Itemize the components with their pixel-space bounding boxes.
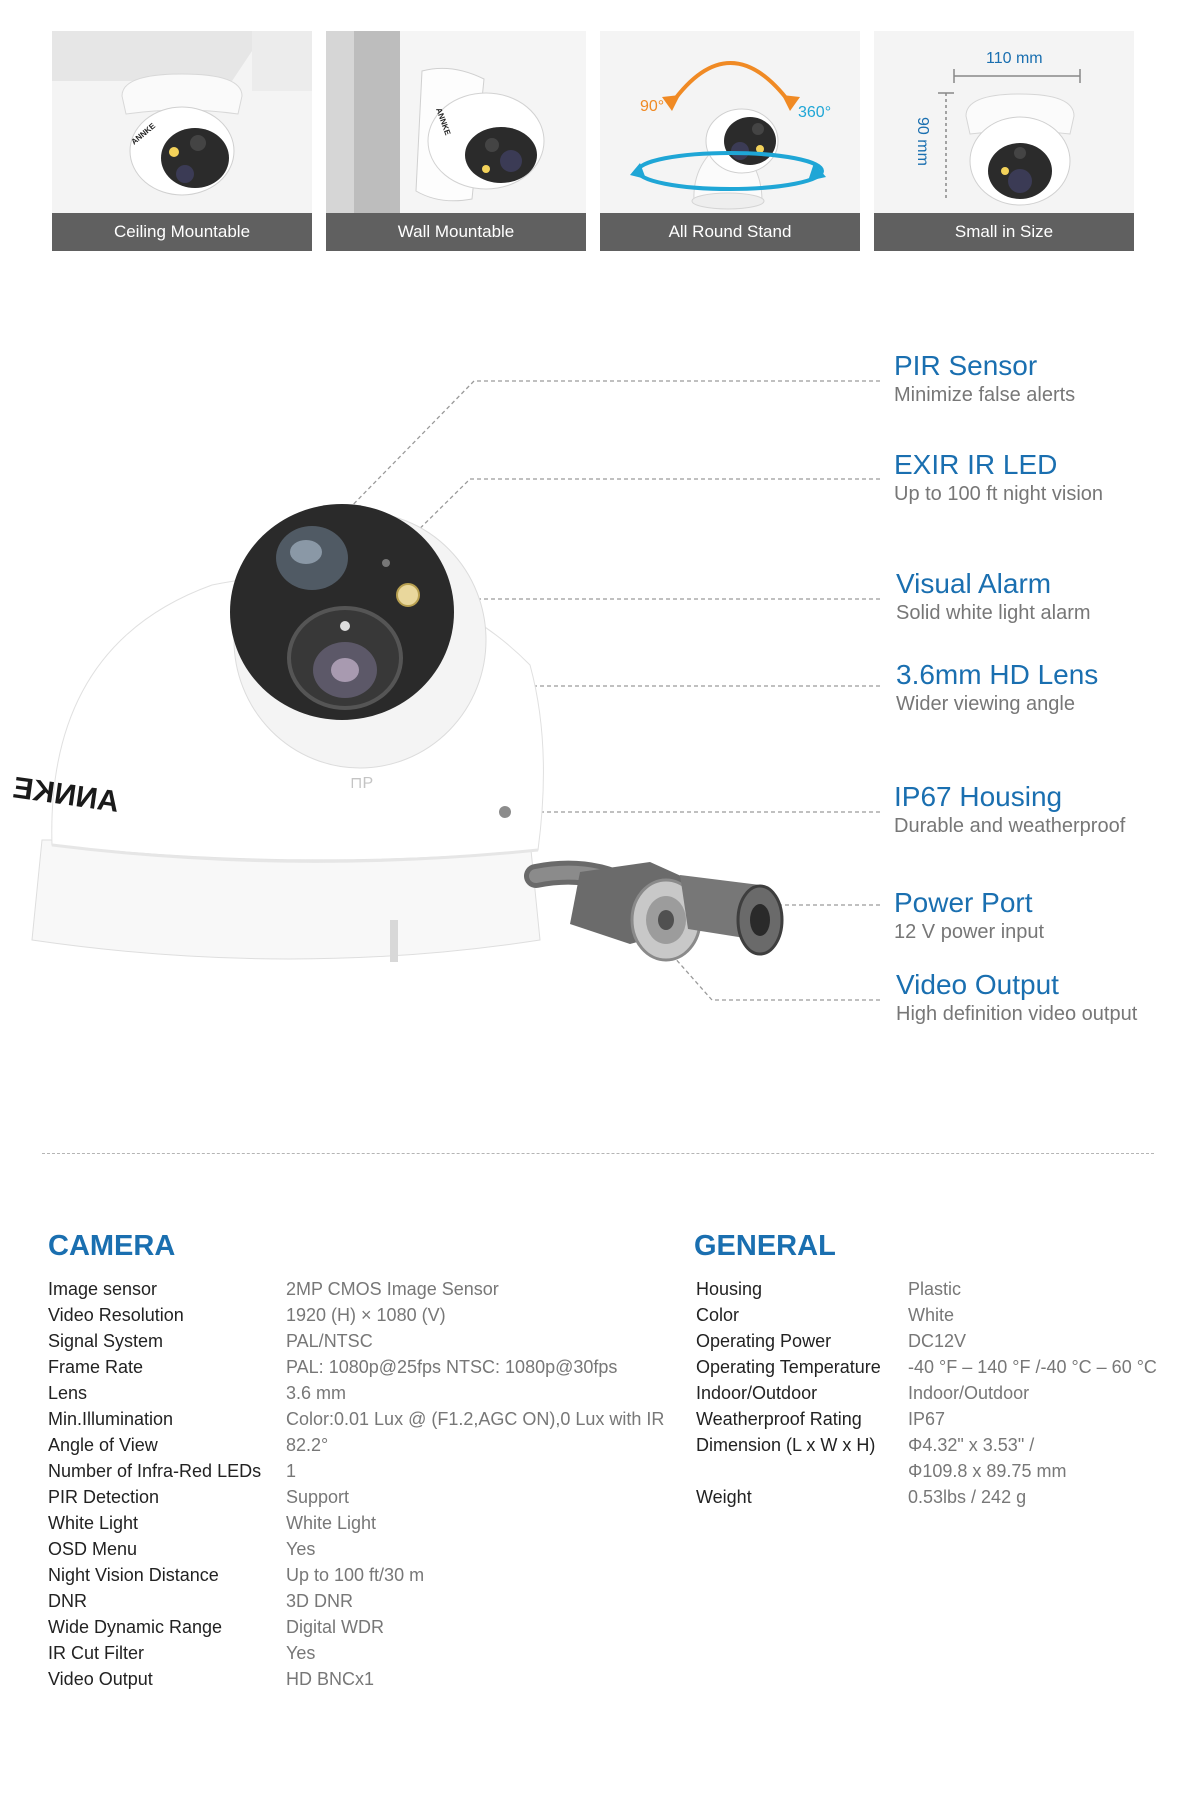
spec-key: Night Vision Distance — [48, 1565, 219, 1585]
callout-desc: 12 V power input — [894, 921, 1045, 943]
spec-value: Yes — [286, 1643, 316, 1663]
spec-value: Up to 100 ft/30 m — [286, 1565, 425, 1585]
spec-value: 82.2° — [286, 1435, 329, 1455]
spec-value: Color:0.01 Lux @ (F1.2,AGC ON),0 Lux with IR — [286, 1409, 665, 1429]
spec-value: 2MP CMOS Image Sensor — [286, 1279, 499, 1299]
spec-value: Digital WDR — [286, 1617, 385, 1637]
spec-row — [48, 1640, 664, 1666]
general-spec-table — [696, 1276, 1157, 1510]
spec-key: Frame Rate — [48, 1357, 144, 1377]
spec-row — [48, 1562, 664, 1588]
spec-key: Angle of View — [48, 1435, 158, 1455]
spec-key: Dimension (L x W x H) — [696, 1435, 876, 1455]
spec-key: Min.Illumination — [48, 1409, 174, 1429]
spec-key: Video Output — [48, 1669, 153, 1689]
camera-spec-table — [48, 1276, 664, 1692]
spec-row — [696, 1354, 1157, 1380]
spec-value: White — [908, 1305, 955, 1325]
spec-key — [696, 1458, 908, 1484]
spec-value: Yes — [286, 1539, 316, 1559]
callout-desc: Minimize false alerts — [894, 384, 1076, 406]
pan-angle-label: 360° — [798, 104, 832, 121]
spec-key: IR Cut Filter — [48, 1643, 145, 1663]
spec-value: Support — [286, 1487, 350, 1507]
callout-desc: High definition video output — [896, 1003, 1138, 1025]
spec-row — [696, 1328, 1157, 1354]
spec-row — [48, 1458, 664, 1484]
callout-desc: Wider viewing angle — [896, 693, 1075, 715]
feature-label: Small in Size — [874, 213, 1134, 251]
spec-key: Operating Power — [696, 1331, 832, 1351]
spec-row — [48, 1536, 664, 1562]
spec-key: Housing — [696, 1279, 763, 1299]
spec-row — [696, 1380, 1157, 1406]
spec-value: 3D DNR — [286, 1591, 354, 1611]
callout-hd-lens — [896, 659, 1098, 717]
callout-title: 3.6mm HD Lens — [896, 659, 1099, 690]
feature-tile-size — [874, 31, 1134, 251]
callout-desc: Solid white light alarm — [896, 602, 1091, 624]
callout-ip67-housing — [894, 781, 1125, 839]
spec-key: Wide Dynamic Range — [48, 1617, 223, 1637]
feature-tile-wall — [326, 31, 586, 251]
callout-title: Video Output — [896, 969, 1059, 1000]
feature-label: Ceiling Mountable — [52, 213, 312, 251]
spec-key: Number of Infra-Red LEDs — [48, 1461, 262, 1481]
housing-screw-icon — [499, 806, 511, 818]
spec-row — [696, 1484, 1157, 1510]
feature-tile-stand — [600, 31, 860, 251]
spec-row — [696, 1302, 1157, 1328]
spec-row — [48, 1380, 664, 1406]
callout-video-output — [896, 969, 1137, 1027]
spec-row — [48, 1276, 664, 1302]
spec-row — [48, 1328, 664, 1354]
spec-row — [696, 1406, 1157, 1432]
callout-visual-alarm — [896, 568, 1091, 626]
spec-row — [48, 1510, 664, 1536]
spec-value: -40 °F – 140 °F /-40 °C – 60 °C — [908, 1357, 1157, 1377]
spec-value: 1920 (H) × 1080 (V) — [286, 1305, 446, 1325]
spec-key: Weatherproof Rating — [696, 1409, 862, 1429]
section-divider — [42, 1153, 1154, 1154]
spec-value: Indoor/Outdoor — [908, 1383, 1030, 1403]
callout-exir-led — [894, 449, 1103, 507]
height-dimension: 90 mm — [914, 117, 931, 166]
callout-desc: Up to 100 ft night vision — [894, 483, 1104, 505]
spec-row — [48, 1406, 664, 1432]
spec-key: Signal System — [48, 1331, 164, 1351]
spec-row — [48, 1666, 664, 1692]
spec-value: PAL: 1080p@25fps NTSC: 1080p@30fps — [286, 1357, 618, 1377]
spec-value: DC12V — [908, 1331, 967, 1351]
spec-value: PAL/NTSC — [286, 1331, 373, 1351]
spec-key: Image sensor — [48, 1279, 158, 1299]
spec-key: OSD Menu — [48, 1539, 138, 1559]
spec-value: Plastic — [908, 1279, 962, 1299]
camera-section-title: CAMERA — [48, 1230, 176, 1262]
callout-power-port — [894, 887, 1044, 945]
spec-value: HD BNCx1 — [286, 1669, 375, 1689]
tilt-angle-label: 90° — [640, 98, 665, 115]
general-section-title: GENERAL — [694, 1230, 836, 1262]
spec-row — [48, 1354, 664, 1380]
width-dimension: 110 mm — [986, 50, 1043, 67]
spec-value: 0.53lbs / 242 g — [908, 1487, 1027, 1507]
brand-logo: ANNKE — [10, 771, 122, 819]
spec-value: White Light — [286, 1513, 377, 1533]
spec-row — [48, 1302, 664, 1328]
spec-row — [48, 1432, 664, 1458]
spec-key: Operating Temperature — [696, 1357, 881, 1377]
spec-key: Color — [696, 1305, 740, 1325]
brand-logo: ANNKE — [129, 121, 158, 147]
spec-key: DNR — [48, 1591, 87, 1611]
callout-title: PIR Sensor — [894, 350, 1038, 381]
callout-title: Visual Alarm — [896, 568, 1052, 599]
spec-row — [48, 1614, 664, 1640]
spec-row — [48, 1484, 664, 1510]
feature-tile-ceiling — [52, 31, 312, 251]
spec-value: 1 — [286, 1461, 297, 1481]
lock-mark-icon: ⊓P — [350, 775, 374, 792]
spec-key: Video Resolution — [48, 1305, 184, 1325]
spec-key: White Light — [48, 1513, 139, 1533]
spec-value: 3.6 mm — [286, 1383, 347, 1403]
spec-value: IP67 — [908, 1409, 946, 1429]
brand-logo: ANNKE — [434, 106, 453, 137]
feature-label: Wall Mountable — [326, 213, 586, 251]
spec-key: PIR Detection — [48, 1487, 160, 1507]
spec-row — [696, 1432, 1157, 1458]
spec-value: Φ4.32" x 3.53" / — [908, 1435, 1035, 1455]
spec-row — [696, 1458, 1157, 1484]
callout-pir-sensor — [894, 350, 1075, 408]
spec-value: Φ109.8 x 89.75 mm — [908, 1461, 1067, 1481]
callout-title: EXIR IR LED — [894, 449, 1058, 480]
spec-key: Indoor/Outdoor — [696, 1383, 818, 1403]
spec-key: Lens — [48, 1383, 88, 1403]
feature-label: All Round Stand — [600, 213, 860, 251]
callout-title: IP67 Housing — [894, 781, 1063, 812]
spec-row — [696, 1276, 1157, 1302]
callout-desc: Durable and weatherproof — [894, 815, 1126, 837]
spec-key: Weight — [696, 1487, 752, 1507]
callout-title: Power Port — [894, 887, 1033, 918]
spec-row — [48, 1588, 664, 1614]
